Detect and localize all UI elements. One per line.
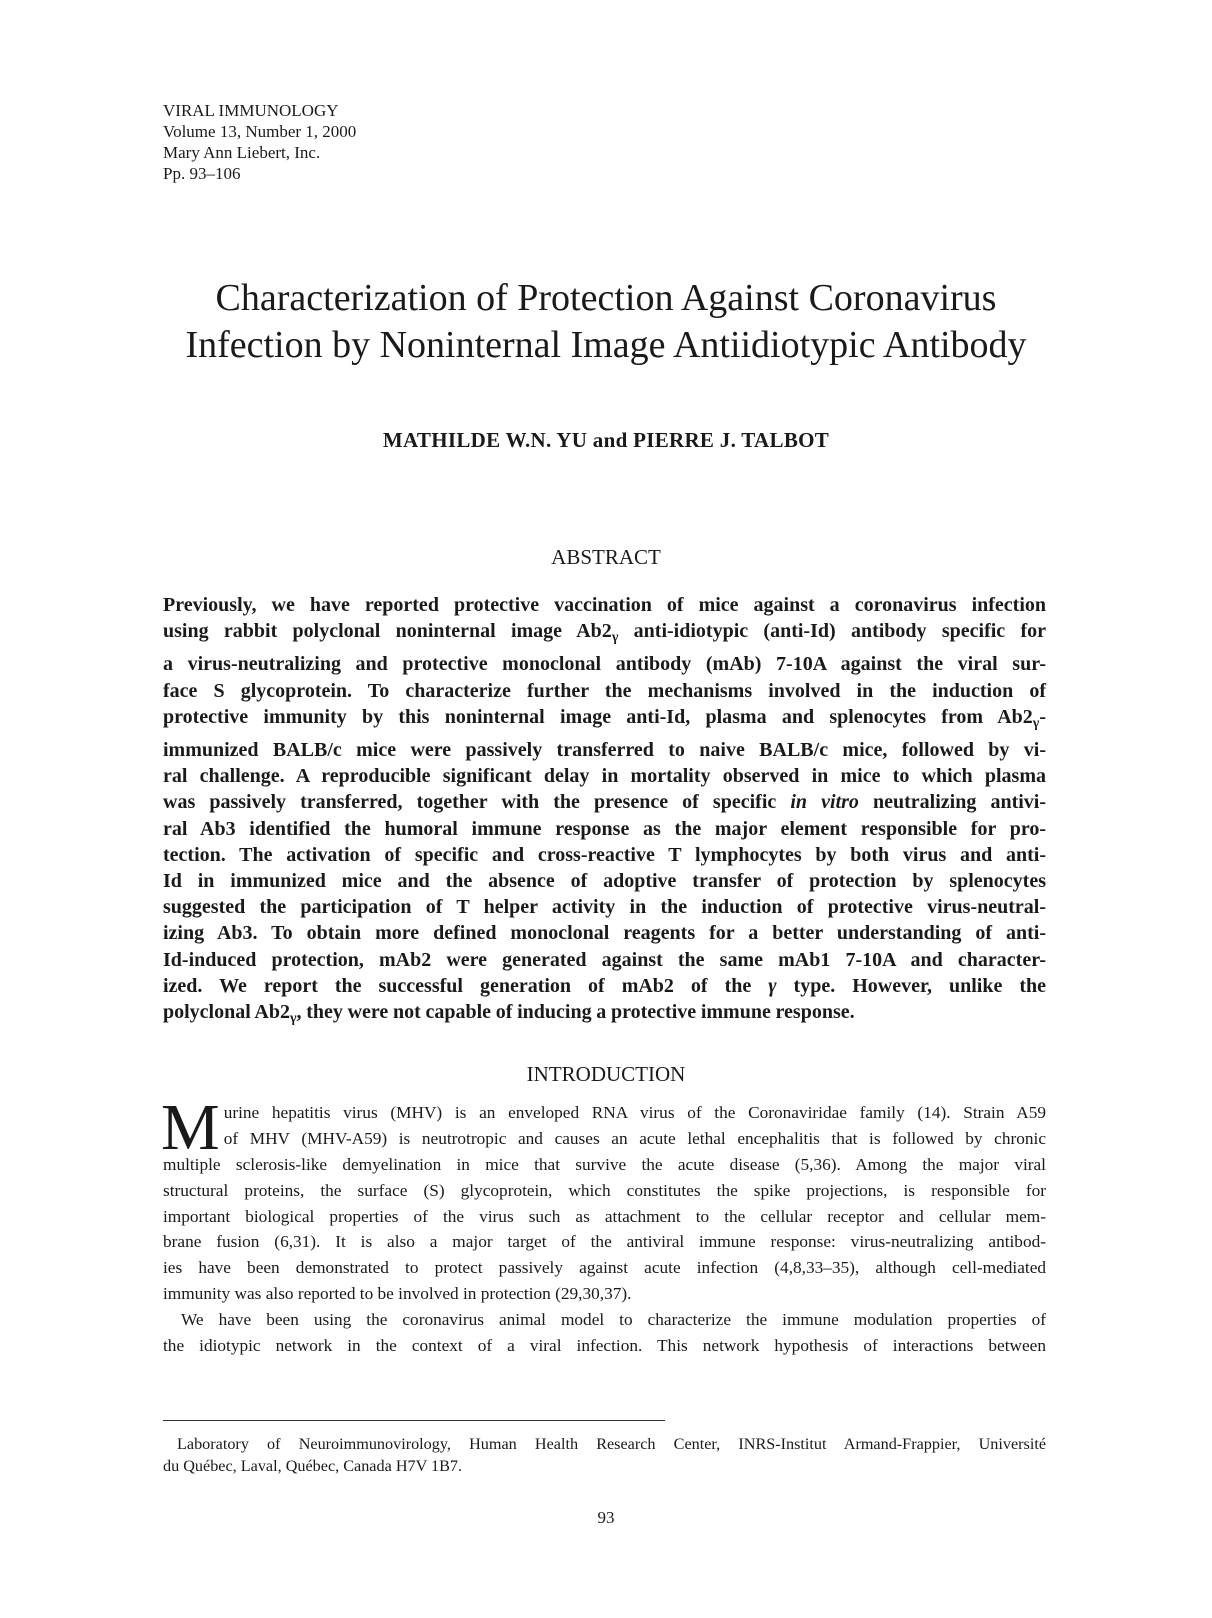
intro-line: structural proteins, the surface (S) glycoprotein, which constitutes the spike projections, is responsible for [163, 1180, 1046, 1200]
journal-header [163, 100, 356, 184]
abstract-line: Previously, we have reported protective vaccination of mice against a coronavirus infection [163, 594, 1046, 616]
abstract-line: a virus-neutralizing and protective monoclonal antibody (mAb) 7-10A against the viral sur- [163, 653, 1046, 676]
abstract-line: Id in immunized mice and the absence of adoptive transfer of protection by splenocytes [163, 870, 1046, 893]
intro-line: of MHV (MHV-A59) is neutrotropic and causes an acute lethal encephalitis that is followed by chronic [223, 1128, 1046, 1148]
abstract-line: ral Ab3 identified the humoral immune response as the major element responsible for pro- [163, 817, 1046, 840]
abstract-body [163, 592, 1046, 1032]
page-number: 93 [597, 1508, 615, 1527]
journal-pages: Pp. 93–106 [163, 164, 241, 183]
intro-line: We have been using the coronavirus animal model to characterize the immune modulation properties of [181, 1309, 1046, 1329]
abstract-line: ral challenge. A reproducible significant delay in mortality observed in mice to which plasma [163, 765, 1046, 788]
abstract-line: was passively transferred, together with the presence of specific in vitro neutralizing antivi- [163, 791, 1047, 814]
footnote-line: Laboratory of Neuroimmunovirology, Human Health Research Center, INRS-Institut Armand-Frappier, Université [177, 1435, 1046, 1453]
intro-line: important biological properties of the virus such as attachment to the cellular receptor and cellular mem- [163, 1206, 1046, 1226]
abstract-line: immunized BALB/c mice were passively transferred to naive BALB/c mice, followed by vi- [163, 739, 1046, 762]
intro-line: multiple sclerosis-like demyelination in mice that survive the acute disease (5,36). Among the major viral [163, 1155, 1046, 1174]
abstract-line: tection. The activation of specific and cross-reactive T lymphocytes by both virus and anti- [163, 843, 1046, 866]
intro-line: urine hepatitis virus (MHV) is an enveloped RNA virus of the Coronaviridae family (14). Strain A59 [223, 1103, 1046, 1122]
abstract-line: ized. We report the successful generation of mAb2 of the γ type. However, unlike the [163, 974, 1046, 997]
intro-line: the idiotypic network in the context of a viral infection. This network hypothesis of interactions between [163, 1335, 1046, 1355]
paper-title [0, 275, 1212, 369]
affiliation-footnote [163, 1433, 1046, 1477]
abstract-line: Id-induced protection, mAb2 were generated against the same mAb1 7-10A and character- [163, 948, 1046, 971]
footnote-line: du Québec, Laval, Québec, Canada H7V 1B7. [163, 1457, 463, 1475]
journal-volume: Volume 13, Number 1, 2000 [163, 122, 357, 141]
drop-cap: M [161, 1091, 220, 1164]
introduction-body [161, 1091, 1046, 1358]
introduction-heading: INTRODUCTION [526, 1062, 686, 1086]
title-line-2: Infection by Noninternal Image Antiidiotypic Antibody [185, 324, 1027, 366]
abstract-line: using rabbit polyclonal noninternal image $Ab2_\gamma$ anti-idiotypic (anti-Id) antibody specific for [163, 620, 1046, 646]
authors: MATHILDE W.N. YU and PIERRE J. TALBOT [382, 428, 830, 452]
abstract-line: protective immunity by this noninternal image anti-Id, plasma and splenocytes from $Ab2_\gamma-$ [163, 705, 1046, 731]
intro-line: immunity was also reported to be involved in protection (29,30,37). [163, 1283, 632, 1303]
abstract-line: izing Ab3. To obtain more defined monoclonal reagents for a better understanding of anti- [163, 922, 1046, 945]
footnote-divider [163, 1420, 665, 1421]
abstract-heading: ABSTRACT [551, 545, 661, 569]
abstract-line: suggested the participation of T helper activity in the induction of protective virus-neutral- [163, 896, 1046, 919]
abstract-line: polyclonal $Ab2_\gamma$, they were not capable of inducing a protective immune response. [163, 1001, 855, 1027]
journal-publisher: Mary Ann Liebert, Inc. [163, 143, 321, 162]
abstract-line: face S glycoprotein. To characterize further the mechanisms involved in the induction of [163, 679, 1046, 702]
journal-name: VIRAL IMMUNOLOGY [163, 101, 339, 120]
intro-line: ies have been demonstrated to protect passively against acute infection (4,8,33–35), although cell-mediated [163, 1258, 1046, 1278]
title-line-1: Characterization of Protection Against Coronavirus [215, 277, 997, 319]
intro-line: brane fusion (6,31). It is also a major target of the antiviral immune response: virus-neutralizing antibod- [163, 1232, 1046, 1252]
